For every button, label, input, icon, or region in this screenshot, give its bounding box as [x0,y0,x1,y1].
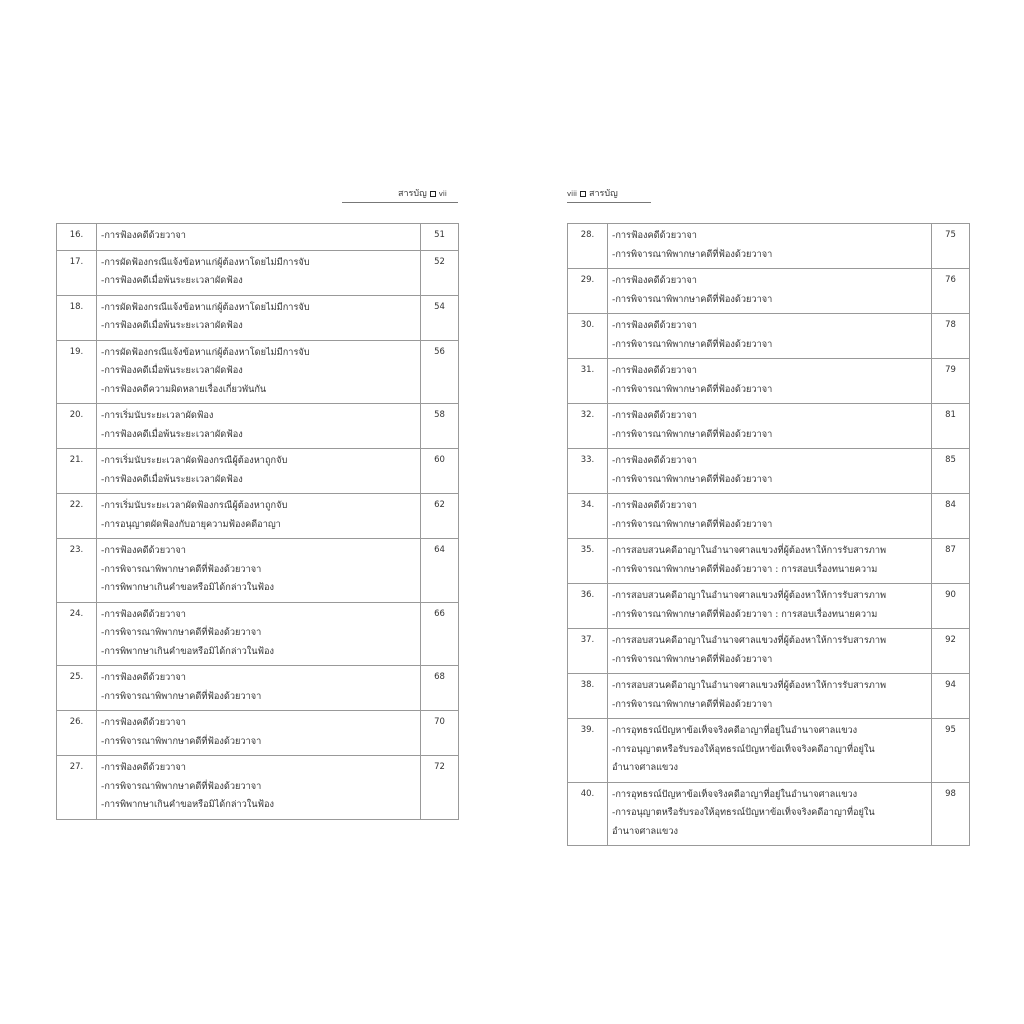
entry-topic-line: -การพิพากษาเกินคำขอหรือมิได้กล่าวในฟ้อง [101,645,275,657]
entry-topics [97,494,421,539]
entry-page-number: 54 [421,295,459,340]
entry-page-number: 56 [421,340,459,404]
entry-topics [97,711,421,756]
entry-topic-line: -การฟ้องคดีด้วยวาจา [101,230,186,241]
entry-topic-line: -การเริ่มนับระยะเวลาผัดฟ้อง [101,410,214,421]
entry-topic-line: -การฟ้องคดีเมื่อพ้นระยะเวลาผัดฟ้อง [101,428,243,440]
entry-topic-line: -การฟ้องคดีด้วยวาจา [101,717,186,728]
entry-number: 21. [57,449,97,494]
entry-topic-line: -การฟ้องคดีด้วยวาจา [612,410,697,421]
entry-topics [608,539,932,584]
entry-number: 33. [568,449,608,494]
entry-topics [608,629,932,674]
table-row [57,602,459,666]
entry-topic-line: -การเริ่มนับระยะเวลาผัดฟ้องกรณีผู้ต้องหาถูกจับ [101,500,288,511]
entry-topic-line: -การพิจารณาพิพากษาคดีที่ฟ้องด้วยวาจา [612,698,773,710]
left-toc-table [56,223,459,820]
entry-page-number: 75 [932,224,970,269]
entry-topics [97,295,421,340]
entry-topic-line: -การพิจารณาพิพากษาคดีที่ฟ้องด้วยวาจา [612,473,773,485]
right-header-title: สารบัญ [588,189,618,199]
entry-page-number: 60 [421,449,459,494]
entry-number: 19. [57,340,97,404]
entry-number: 18. [57,295,97,340]
entry-topics [97,666,421,711]
entry-page-number: 92 [932,629,970,674]
entry-number: 25. [57,666,97,711]
entry-topic-line: -การฟ้องคดีด้วยวาจา [612,365,697,376]
entry-number: 38. [568,674,608,719]
entry-number: 24. [57,602,97,666]
entry-number: 40. [568,782,608,846]
entry-topic-line: -การพิจารณาพิพากษาคดีที่ฟ้องด้วยวาจา [612,653,773,665]
entry-topics [608,449,932,494]
entry-topic-line: -การพิจารณาพิพากษาคดีที่ฟ้องด้วยวาจา [612,338,773,350]
entry-page-number: 72 [421,756,459,820]
table-row [57,250,459,295]
table-row [568,539,970,584]
table-row [57,224,459,251]
entry-topic-line: -การสอบสวนคดีอาญาในอำนาจศาลแขวงที่ผู้ต้องหาให้การรับสารภาพ [612,635,887,646]
entry-page-number: 58 [421,404,459,449]
entry-topic-line: -การพิจารณาพิพากษาคดีที่ฟ้องด้วยวาจา [101,780,262,792]
left-header-page-number: vii [438,190,447,198]
entry-topic-line: -การพิจารณาพิพากษาคดีที่ฟ้องด้วยวาจา [612,293,773,305]
table-row [568,584,970,629]
table-row [568,359,970,404]
entry-topics [608,719,932,783]
entry-topic-line: -การฟ้องคดีด้วยวาจา [101,672,186,683]
entry-topic-line: -การสอบสวนคดีอาญาในอำนาจศาลแขวงที่ผู้ต้องหาให้การรับสารภาพ [612,590,887,601]
entry-topics [608,224,932,269]
left-page-header [398,188,447,200]
entry-number: 32. [568,404,608,449]
entry-topic-line: -การพิจารณาพิพากษาคดีที่ฟ้องด้วยวาจา : การสอบเรื่องทนายความ [612,563,878,575]
table-row [568,404,970,449]
entry-page-number: 52 [421,250,459,295]
entry-topic-line: -การฟ้องคดีเมื่อพ้นระยะเวลาผัดฟ้อง [101,365,243,376]
entry-topic-line: -การอุทธรณ์ปัญหาข้อเท็จจริงคดีอาญาที่อยู่ในอำนาจศาลแขวง [612,725,858,736]
entry-topic-line: -การพิจารณาพิพากษาคดีที่ฟ้องด้วยวาจา [101,735,262,747]
entry-page-number: 64 [421,539,459,603]
table-row [57,404,459,449]
left-header-title: สารบัญ [398,189,427,199]
entry-topic-line: -การผัดฟ้องกรณีแจ้งข้อหาแก่ผู้ต้องหาโดยไม่มีการจับ [101,256,310,268]
table-row [57,666,459,711]
entry-topic-line: -การฟ้องคดีด้วยวาจา [101,545,186,556]
entry-topic-line: -การพิจารณาพิพากษาคดีที่ฟ้องด้วยวาจา [101,627,262,638]
entry-page-number: 85 [932,449,970,494]
entry-topics [608,314,932,359]
entry-topic-line: -การฟ้องคดีด้วยวาจา [612,230,697,241]
entry-topic-line: -การผัดฟ้องกรณีแจ้งข้อหาแก่ผู้ต้องหาโดยไม่มีการจับ [101,301,310,313]
entry-topics [608,584,932,629]
entry-number: 26. [57,711,97,756]
entry-topics [97,539,421,603]
entry-page-number: 84 [932,494,970,539]
entry-topic-line: -การพิจารณาพิพากษาคดีที่ฟ้องด้วยวาจา [101,690,262,702]
table-row [568,314,970,359]
entry-topic-line: -การพิพากษาเกินคำขอหรือมิได้กล่าวในฟ้อง [101,799,275,810]
entry-topic-line: -การฟ้องคดีความผิดหลายเรื่องเกี่ยวพันกัน [101,383,267,395]
entry-topic-line: -การอนุญาตผัดฟ้องกับอายุความฟ้องคดีอาญา [101,518,281,530]
entry-topic-line: -การพิพากษาเกินคำขอหรือมิได้กล่าวในฟ้อง [101,582,275,593]
entry-page-number: 94 [932,674,970,719]
entry-topic-line: -การฟ้องคดีเมื่อพ้นระยะเวลาผัดฟ้อง [101,275,243,286]
square-box-icon [580,191,586,197]
entry-topic-line: -การพิจารณาพิพากษาคดีที่ฟ้องด้วยวาจา [612,428,773,440]
entry-number: 31. [568,359,608,404]
entry-topic-line: -การพิจารณาพิพากษาคดีที่ฟ้องด้วยวาจา [612,518,773,530]
entry-topic-line: -การฟ้องคดีด้วยวาจา [612,275,697,286]
entry-number: 37. [568,629,608,674]
entry-number: 17. [57,250,97,295]
entry-number: 23. [57,539,97,603]
entry-page-number: 66 [421,602,459,666]
table-row [568,224,970,269]
entry-topics [608,269,932,314]
entry-topic-line: -การสอบสวนคดีอาญาในอำนาจศาลแขวงที่ผู้ต้องหาให้การรับสารภาพ [612,545,887,556]
entry-topics [97,756,421,820]
table-row [57,756,459,820]
square-box-icon [430,191,436,197]
entry-topics [608,494,932,539]
right-page-header [567,188,618,200]
entry-topic-line: -การฟ้องคดีด้วยวาจา [612,320,697,331]
entry-topic-line: -การฟ้องคดีด้วยวาจา [612,455,697,466]
entry-page-number: 95 [932,719,970,783]
entry-topic-line: -การเริ่มนับระยะเวลาผัดฟ้องกรณีผู้ต้องหาถูกจับ [101,455,288,466]
entry-topics [97,250,421,295]
table-row [568,629,970,674]
entry-topic-line: -การพิจารณาพิพากษาคดีที่ฟ้องด้วยวาจา [612,383,773,395]
entry-page-number: 78 [932,314,970,359]
entry-topics [97,224,421,251]
left-header-rule [342,202,458,203]
entry-page-number: 79 [932,359,970,404]
table-row [57,340,459,404]
table-row [568,674,970,719]
entry-page-number: 87 [932,539,970,584]
table-row [568,449,970,494]
entry-topics [608,359,932,404]
entry-topic-line: -การฟ้องคดีด้วยวาจา [101,762,186,773]
entry-number: 35. [568,539,608,584]
entry-number: 36. [568,584,608,629]
entry-page-number: 81 [932,404,970,449]
entry-topic-line: -การอนุญาตหรือรับรองให้อุทธรณ์ปัญหาข้อเท็จจริงคดีอาญาที่อยู่ใน [612,807,875,818]
entry-topics [608,404,932,449]
table-row [57,449,459,494]
entry-page-number: 70 [421,711,459,756]
entry-topics [608,782,932,846]
table-row [568,782,970,846]
entry-topic-line: -การฟ้องคดีเมื่อพ้นระยะเวลาผัดฟ้อง [101,320,243,331]
table-row [568,719,970,783]
right-toc-table [567,223,970,846]
entry-page-number: 51 [421,224,459,251]
table-row [568,494,970,539]
entry-topics [97,340,421,404]
entry-number: 30. [568,314,608,359]
entry-topic-line: -การพิจารณาพิพากษาคดีที่ฟ้องด้วยวาจา : การสอบเรื่องทนายความ [612,608,878,620]
entry-topics [608,674,932,719]
entry-topic-line: -การฟ้องคดีเมื่อพ้นระยะเวลาผัดฟ้อง [101,473,243,485]
entry-page-number: 68 [421,666,459,711]
entry-page-number: 90 [932,584,970,629]
entry-number: 20. [57,404,97,449]
entry-topic-line: -การพิจารณาพิพากษาคดีที่ฟ้องด้วยวาจา [612,248,773,260]
entry-topic-line: -การอุทธรณ์ปัญหาข้อเท็จจริงคดีอาญาที่อยู่ในอำนาจศาลแขวง [612,788,858,800]
entry-number: 34. [568,494,608,539]
entry-topic-line: -การผัดฟ้องกรณีแจ้งข้อหาแก่ผู้ต้องหาโดยไม่มีการจับ [101,346,310,358]
entry-number: 39. [568,719,608,783]
entry-topic-line: อำนาจศาลแขวง [612,762,678,773]
entry-number: 29. [568,269,608,314]
entry-topics [97,602,421,666]
entry-page-number: 62 [421,494,459,539]
table-row [568,269,970,314]
entry-topic-line: -การฟ้องคดีด้วยวาจา [101,608,186,620]
entry-topic-line: -การฟ้องคดีด้วยวาจา [612,500,697,511]
table-row [57,539,459,603]
right-header-page-number: viii [567,190,577,198]
entry-page-number: 76 [932,269,970,314]
entry-topics [97,404,421,449]
table-row [57,295,459,340]
entry-number: 27. [57,756,97,820]
entry-page-number: 98 [932,782,970,846]
entry-topics [97,449,421,494]
entry-number: 22. [57,494,97,539]
entry-topic-line: -การสอบสวนคดีอาญาในอำนาจศาลแขวงที่ผู้ต้องหาให้การรับสารภาพ [612,680,887,691]
entry-number: 28. [568,224,608,269]
table-row [57,711,459,756]
entry-topic-line: -การพิจารณาพิพากษาคดีที่ฟ้องด้วยวาจา [101,563,262,575]
entry-number: 16. [57,224,97,251]
right-header-rule [567,202,651,203]
entry-topic-line: -การอนุญาตหรือรับรองให้อุทธรณ์ปัญหาข้อเท็จจริงคดีอาญาที่อยู่ใน [612,743,875,755]
table-row [57,494,459,539]
entry-topic-line: อำนาจศาลแขวง [612,825,678,837]
